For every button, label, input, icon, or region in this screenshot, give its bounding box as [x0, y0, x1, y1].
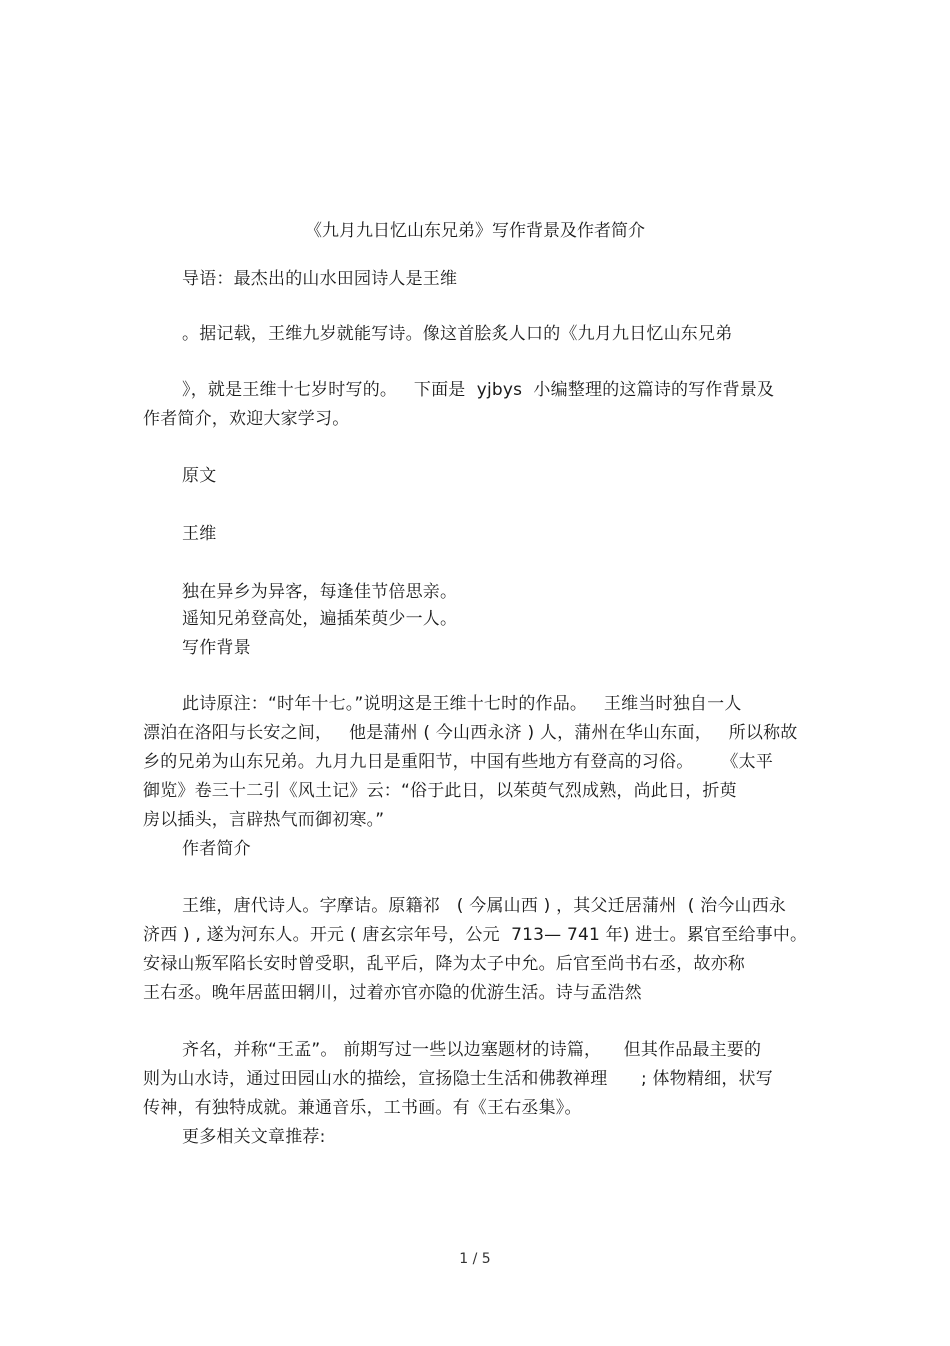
background-line-5: 房以插头，言辟热气而御初寒。”	[143, 810, 385, 830]
poem-author: 王维	[182, 524, 217, 544]
author-para2-line-2: 则为山水诗，通过田园山水的描绘，宣扬隐士生活和佛教禅理 ; 体物精细，状写	[143, 1069, 773, 1089]
author-para1-line-2: 济西 ) , 遂为河东人。开元 ( 唐玄宗年号，公元 713— 741 年) 进士。累官至给事中。	[143, 925, 808, 945]
intro-line-4: 作者简介，欢迎大家学习。	[143, 409, 350, 429]
author-para1-line-3: 安禄山叛军陷长安时曾受职，乱平后，降为太子中允。后官至尚书右丞，故亦称	[143, 954, 745, 974]
background-heading: 写作背景	[182, 638, 251, 658]
author-para1-line-1: 王维，唐代诗人。字摩诘。原籍祁 ( 今属山西 ) ，其父迁居蒲州 ( 治今山西永	[182, 896, 787, 916]
author-heading: 作者简介	[182, 839, 251, 859]
page-number: 1 / 5	[459, 1251, 491, 1267]
intro-line-1: 导语：最杰出的山水田园诗人是王维	[182, 269, 458, 289]
more-articles-label: 更多相关文章推荐:	[182, 1127, 326, 1147]
author-para2-line-3: 传神，有独特成就。兼通音乐，工书画。有《王右丞集》。	[143, 1098, 582, 1118]
original-heading: 原文	[182, 466, 217, 486]
background-line-3: 乡的兄弟为山东兄弟。九月九日是重阳节，中国有些地方有登高的习俗。 《太平	[143, 752, 774, 772]
author-para1-line-4: 王右丞。晚年居蓝田辋川，过着亦官亦隐的优游生活。诗与孟浩然	[143, 983, 642, 1003]
intro-line-2: 。据记载，王维九岁就能写诗。像这首脍炙人口的《九月九日忆山东兄弟	[182, 324, 733, 344]
background-line-1: 此诗原注：“时年十七。”说明这是王维十七时的作品。 王维当时独自一人	[182, 694, 742, 714]
poem-verse-1: 独在异乡为异客，每逢佳节倍思亲。	[182, 582, 458, 602]
document-title: 《九月九日忆山东兄弟》写作背景及作者简介	[305, 221, 645, 241]
poem-verse-2: 遥知兄弟登高处，遍插茱萸少一人。	[182, 609, 458, 629]
background-line-2: 漂泊在洛阳与长安之间， 他是蒲州 ( 今山西永济 ) 人，蒲州在华山东面， 所以称故	[143, 723, 798, 743]
intro-line-3: 》，就是王维十七岁时写的。 下面是 yjbys 小编整理的这篇诗的写作背景及	[182, 380, 775, 400]
background-line-4: 御览》卷三十二引《风土记》云：“俗于此日，以茱萸气烈成熟，尚此日，折萸	[143, 781, 737, 801]
author-para2-line-1: 齐名，并称“王孟”。 前期写过一些以边塞题材的诗篇， 但其作品最主要的	[182, 1040, 762, 1060]
